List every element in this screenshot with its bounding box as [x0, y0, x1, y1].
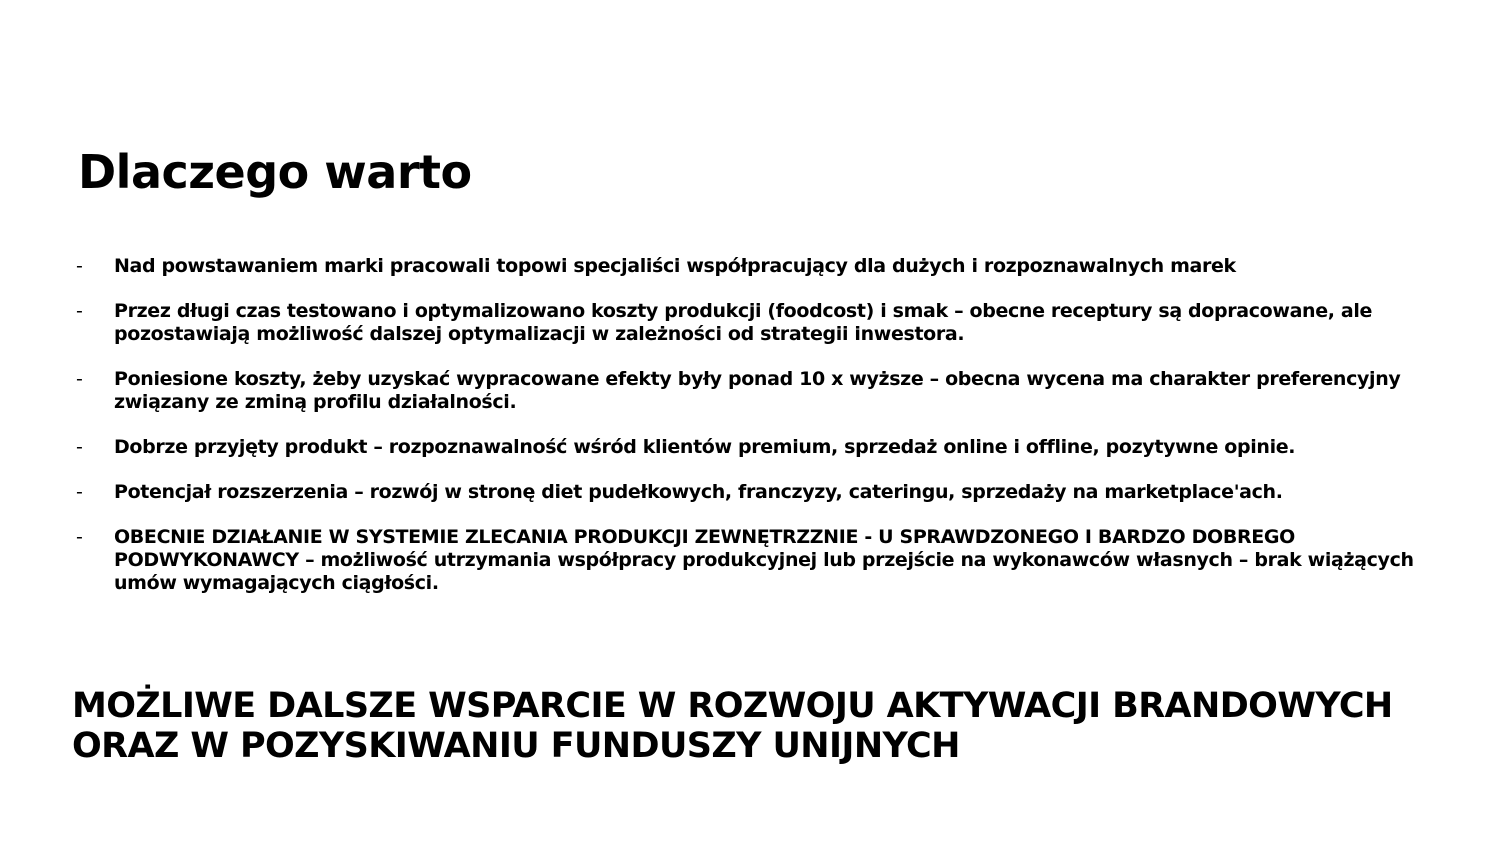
bullet-list	[76, 255, 1426, 617]
bullet-dash: -	[76, 300, 83, 322]
bullet-item	[76, 300, 1426, 346]
footer-heading-line: ORAZ W POZYSKIWANIU FUNDUSZY UNIJNYCH	[72, 726, 960, 766]
bullet-text: Poniesione koszty, żeby uzyskać wypracowane efekty były ponad 10 x wyższe – obecna wycena ma charakter preferencyjny związany ze zminą profilu działalności.	[114, 368, 1401, 413]
bullet-item	[76, 255, 1426, 278]
bullet-text: Przez długi czas testowano i optymalizowano koszty produkcji (foodcost) i smak – obecne receptury są dopracowane, ale pozostawiają możliwość dalszej optymalizacji w zależności od strategii inwestora.	[114, 300, 1373, 345]
bullet-item	[76, 436, 1426, 459]
footer-heading-line: MOŻLIWE DALSZE WSPARCIE W ROZWOJU AKTYWACJI BRANDOWYCH	[72, 686, 1393, 726]
bullet-item	[76, 481, 1426, 504]
bullet-item	[76, 526, 1426, 595]
footer-heading	[72, 686, 1492, 766]
bullet-text: Dobrze przyjęty produkt – rozpoznawalność wśród klientów premium, sprzedaż online i offline, pozytywne opinie.	[114, 436, 1296, 458]
bullet-dash: -	[76, 436, 83, 458]
bullet-text: Nad powstawaniem marki pracowali topowi specjaliści współpracujący dla dużych i rozpoznawalnych marek	[114, 255, 1236, 277]
bullet-dash: -	[76, 368, 83, 390]
slide-title: Dlaczego warto	[78, 145, 472, 199]
bullet-dash: -	[76, 255, 83, 277]
bullet-text: Potencjał rozszerzenia – rozwój w stronę diet pudełkowych, franczyzy, cateringu, sprzedaży na marketplace'ach.	[114, 481, 1283, 503]
bullet-dash: -	[76, 481, 83, 503]
bullet-text: OBECNIE DZIAŁANIE W SYSTEMIE ZLECANIA PRODUKCJI ZEWNĘTRZZNIE - U SPRAWDZONEGO I BARDZO DOBREGO PODWYKONAWCY – możliwość utrzymania współpracy produkcyjnej lub przejście na wykonawców własnych – brak wiążących umów wymagających ciągłości.	[114, 526, 1414, 594]
bullet-dash: -	[76, 526, 83, 548]
bullet-item	[76, 368, 1426, 414]
